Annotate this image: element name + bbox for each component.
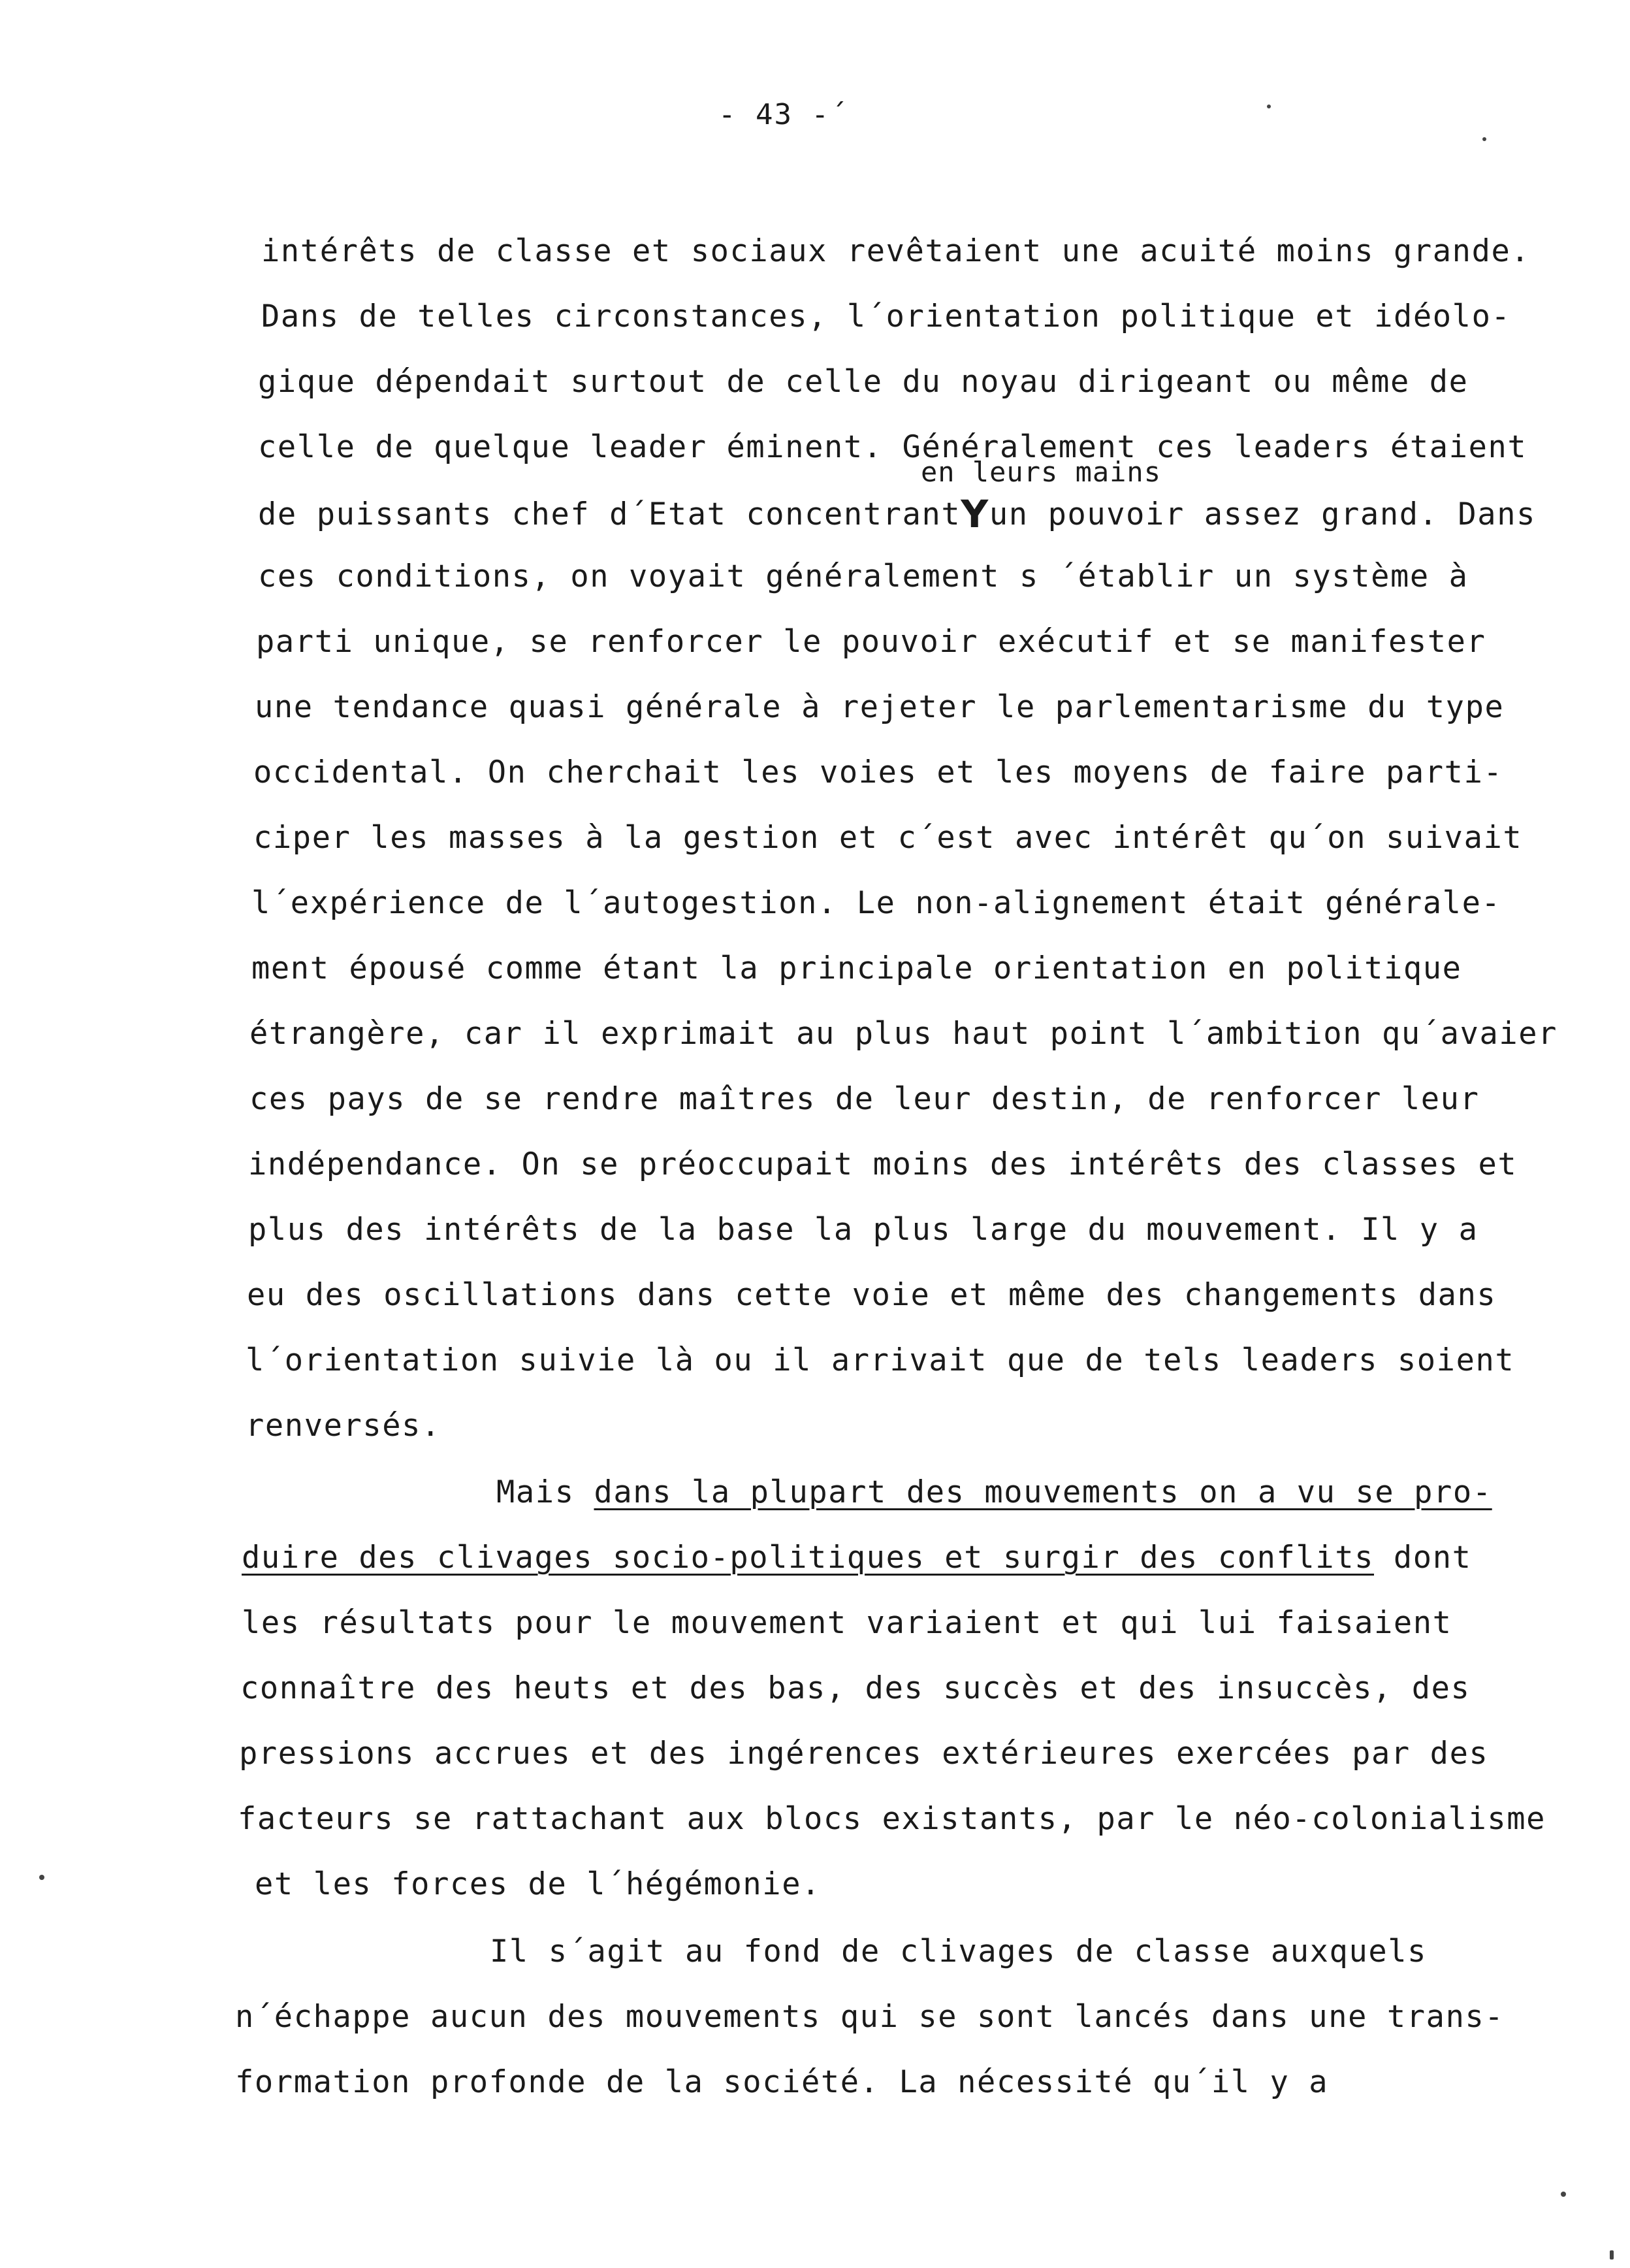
text-line: parti unique, se renforcer le pouvoir exécutif et se manifester [256, 624, 1486, 660]
text-line [242, 1538, 1471, 1578]
text-line: occidental. On cherchait les voies et les moyens de faire parti- [253, 754, 1503, 790]
text-line: celle de quelque leader éminent. Généralement ces leaders étaient [258, 429, 1527, 465]
text-line: indépendance. On se préoccupait moins des intérêts des classes et [248, 1146, 1518, 1182]
text-line: eu des oscillations dans cette voie et même des changements dans [247, 1277, 1497, 1313]
text-line: Dans de telles circonstances, l´orientation politique et idéolo- [261, 299, 1511, 334]
underlined-text: duire des clivages socio-politiques et surgir des conflits [242, 1540, 1374, 1576]
text-segment: un pouvoir assez grand. Dans [989, 496, 1536, 532]
scan-speck [1610, 2250, 1614, 2260]
text-line: connaître des heuts et des bas, des succès et des insuccès, des [240, 1670, 1471, 1706]
text-line: l´orientation suivie là ou il arrivait que de tels leaders soient [246, 1342, 1515, 1378]
scan-speck [1267, 105, 1271, 108]
scan-speck [39, 1875, 44, 1880]
text-line: étrangère, car il exprimait au plus haut point l´ambition qu´avaier [249, 1016, 1558, 1052]
text-line: facteurs se rattachant aux blocs existants, par le néo-colonialisme [238, 1801, 1546, 1837]
text-line [258, 492, 1536, 534]
text-line: pressions accrues et des ingérences extérieures exercées par des [239, 1736, 1489, 1772]
text-line: une tendance quasi générale à rejeter le parlementarisme du type [255, 689, 1505, 725]
insertion-caret: Y [961, 492, 989, 536]
text-line: intérêts de classe et sociaux revêtaient une acuité moins grande. [261, 233, 1531, 269]
text-line: plus des intérêts de la base la plus large du mouvement. Il y a [248, 1212, 1478, 1248]
text-line: ment épousé comme étant la principale orientation en politique [251, 950, 1462, 986]
text-segment: de puissants chef d´Etat concentrant [258, 496, 961, 532]
text-line: renversés. [246, 1408, 441, 1444]
text-segment: dont [1374, 1540, 1472, 1576]
handwritten-insertion: en leurs mains [921, 456, 1162, 488]
page-number: - 43 -´ [718, 98, 849, 131]
text-line: ces pays de se rendre maîtres de leur destin, de renforcer leur [249, 1081, 1480, 1117]
underlined-text: dans la plupart des mouvements on a vu se pro- [594, 1474, 1492, 1510]
text-line: Il s´agit au fond de clivages de classe auxquels [490, 1934, 1428, 1969]
text-line: formation profonde de la société. La nécessité qu´il y a [235, 2064, 1329, 2100]
text-line: l´expérience de l´autogestion. Le non-alignement était générale- [251, 885, 1501, 921]
scan-speck [1482, 137, 1486, 141]
text-line [496, 1473, 1492, 1512]
scan-speck [1561, 2192, 1566, 2197]
text-line: gique dépendait surtout de celle du noyau dirigeant ou même de [258, 364, 1469, 400]
text-line: ciper les masses à la gestion et c´est avec intérêt qu´on suivait [253, 820, 1523, 856]
text-line: ces conditions, on voyait généralement s ´établir un système à [258, 559, 1469, 594]
text-line: n´échappe aucun des mouvements qui se sont lancés dans une trans- [235, 1999, 1505, 2035]
text-line: les résultats pour le mouvement variaient et qui lui faisaient [242, 1605, 1452, 1641]
text-line: et les forces de l´hégémonie. [255, 1866, 821, 1902]
text-segment: Mais [496, 1474, 594, 1510]
